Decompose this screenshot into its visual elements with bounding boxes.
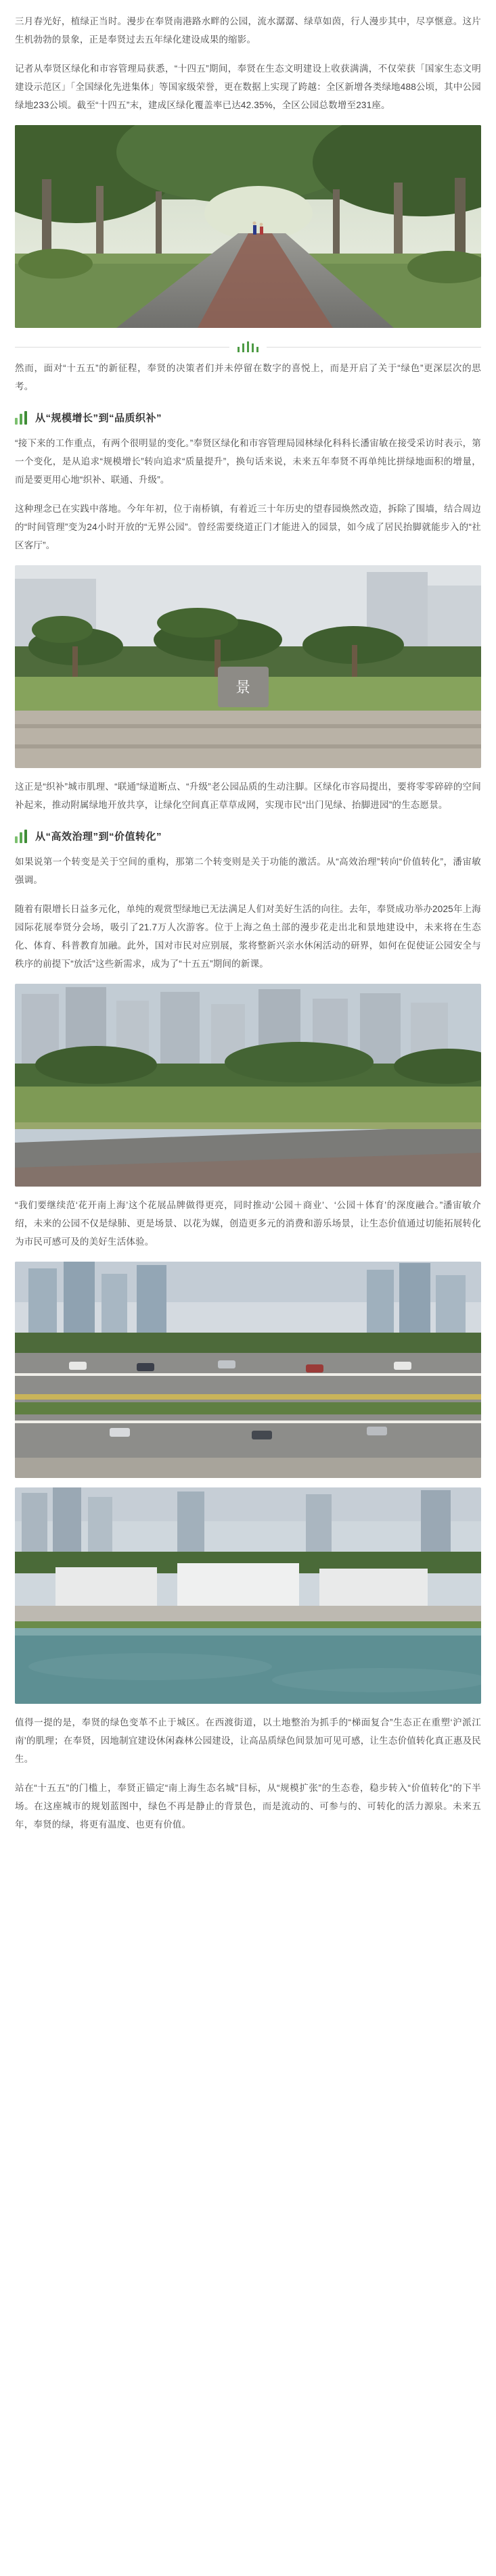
article-paragraph: 如果说第一个转变是关于空间的重构，那第二个转变则是关于功能的激活。从“高效治理”转向“价值转化”，潘宙敏强调。 (15, 857, 481, 885)
topiary-garden-photo (15, 565, 481, 768)
article-paragraph: 随着有限增长日益多元化，单纯的观赏型绿地已无法满足人们对美好生活的向往。去年，奉贤成功举办2025年上海园际花展奉贤分会场，吸引了21.7万人次游客。位于上海之鱼土部的漫步花走出北和景地建设中，未来将在生态化、体育、科普教育加融。此外，国对市民对应别展，浆将整新兴亲水休闲活动的研界，如何在促使证公园安全与秩序的前提下“放活”这些新需求，成为了“十五五”期间的新课。 (15, 904, 481, 969)
park-path-photo (15, 125, 481, 328)
article-paragraph: 这正是“织补”城市肌理、“联通”绿道断点、“升级”老公园品质的生动注脚。区绿化市容局提出，要将零零碎碎的空间补起来，推动附属绿地开放共享，让绿化空间真正草草成网，实现市民“出门见绿、抬脚进园”的生态愿景。 (15, 782, 481, 810)
section-divider (15, 341, 481, 352)
article-paragraph: 记者从奉贤区绿化和市容管理局获悉，“十四五”期间，奉贤在生态文明建设上收获满满，不仅荣获「国家生态文明建设示范区」「全国绿化先进集体」等国家级荣誉，更在数据上实现了跨越：全区新增各类绿地488公顷，其中公园绿地233公顷。截至“十四五”末，建成区绿化覆盖率已达42.35%，全区公园总数增至231座。 (15, 64, 481, 110)
residential-park-road-photo (15, 984, 481, 1187)
lakeside-buildings-photo (15, 1487, 481, 1704)
svg-text:景: 景 (235, 679, 251, 696)
article-paragraph: 三月春光好，植绿正当时。漫步在奉贤南港路水畔的公园，流水潺潺、绿草如茵，行人漫步其中，尽享惬意。这片生机勃勃的景象，正是奉贤过去五年绿化建设成果的缩影。 (15, 16, 481, 45)
section-heading-1 (15, 410, 481, 425)
section-title: 从“规模增长”到“品质织补” (35, 412, 162, 424)
article-paragraph: 值得一提的是，奉贤的绿色变革不止于城区。在西渡街道，以土地整治为抓手的“梯面复合”生态正在重塑‘沪派江南’的肌理；在奉贤，因地制宜建设休闲森林公园建设，让高品质绿色间景加可见可感，让生态价值转化真正惠及民生。 (15, 1717, 481, 1764)
green-bars-icon (15, 830, 29, 843)
article-paragraph: “我们要继续范‘花开南上海’这个花展品牌做得更亮，同时推动‘公园＋商业’、‘公园＋体育’的深度融合。”潘宙敏介绍，未来的公园不仅是绿肺、更是场景、以花为媒，创造更多元的消费和游乐场景，让生态价值通过切能拓展转化为市民可感可及的美好生活体验。 (15, 1200, 481, 1247)
section-heading-2 (15, 829, 481, 843)
article-paragraph: 然而，面对“十五五”的新征程，奉贤的决策者们并未停留在数字的喜悦上，而是开启了关于“绿色”更深层次的思考。 (15, 363, 481, 391)
article-paragraph: 这种理念已在实践中落地。今年年初，位于南桥镇，有着近三十年历史的望春园焕然改造，拆除了围墙，结合周边的“时间管理”变为24小时开放的“无界公园”。曾经需要绕道正门才能进入的园景，如今成了居民抬脚就能步入的“社区客厅”。 (15, 504, 481, 550)
aerial-city-road-photo (15, 1262, 481, 1478)
article-paragraph: 站在“十五五”的门槛上，奉贤正锚定“南上海生态名城”目标，从“规模扩张”的生态卷，稳步转入“价值转化”的下半场。在这座城市的规划蓝图中，绿色不再是静止的背景色，而是流动的、可参与的、可转化的活力源泉。未来五年，奉贤的绿，将更有温度、也更有价值。 (15, 1783, 481, 1830)
section-title: 从“高效治理”到“价值转化” (35, 831, 162, 842)
green-bars-icon (15, 411, 29, 425)
article-paragraph: “接下来的工作重点，有两个很明显的变化。”奉贤区绿化和市容管理局园林绿化科科长潘宙敏在接受采访时表示，第一个变化，是从追求“规模增长”转向追求“质量提升”，换句话来说，未来五年奉贤不再单纯比拼绿地面积的增量，而是要更用心地“织补、联通、升级”。 (15, 438, 481, 485)
